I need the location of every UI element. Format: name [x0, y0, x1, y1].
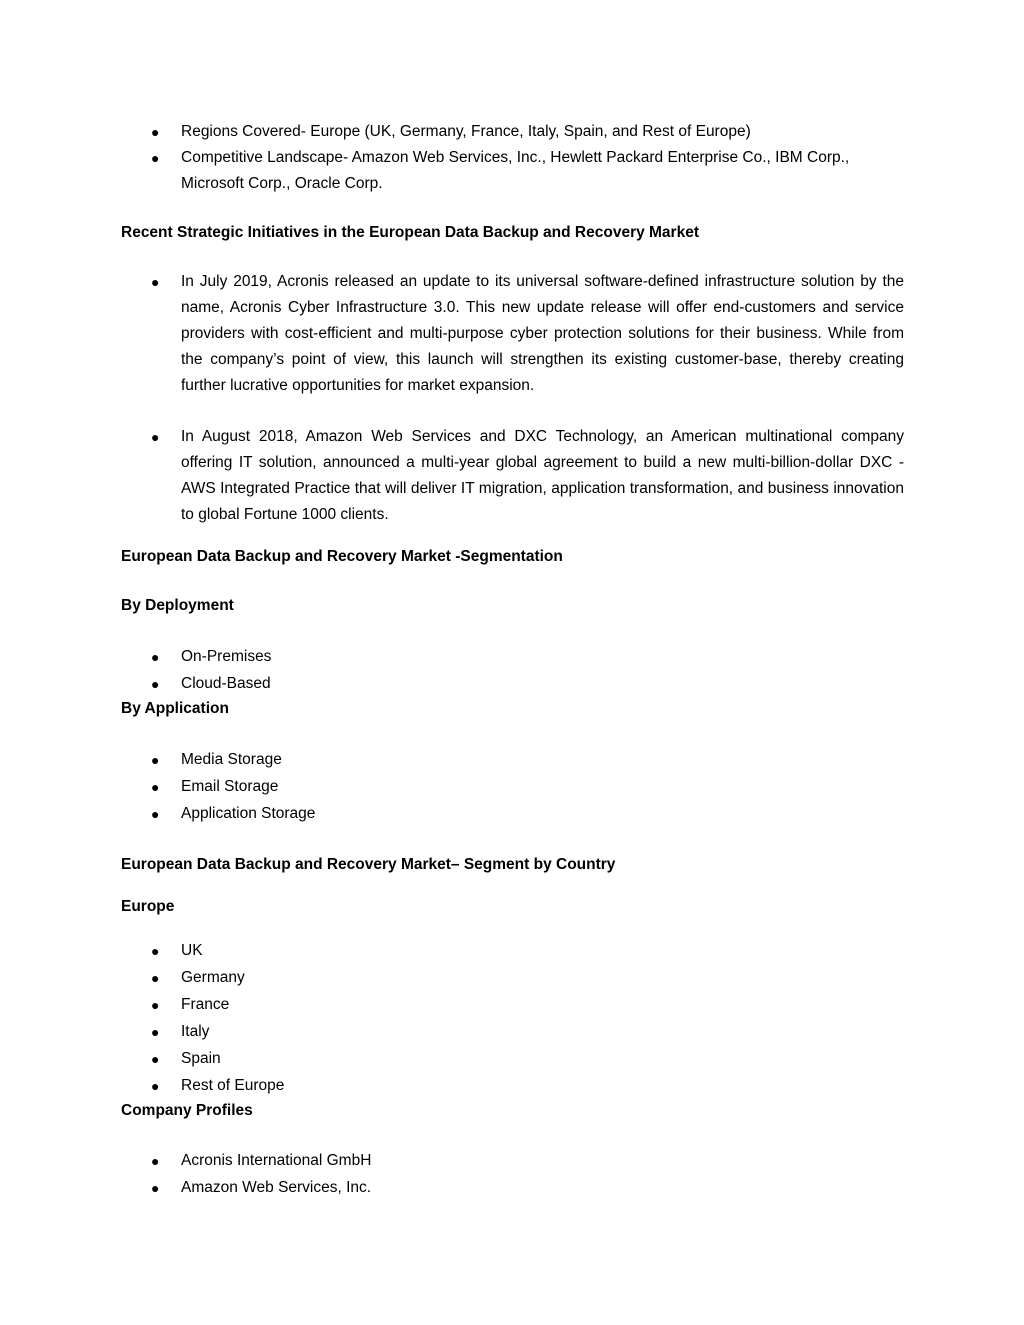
subsection-heading: By Deployment — [121, 597, 234, 614]
list-item-text: Germany — [181, 969, 245, 986]
bullet-icon: ● — [151, 1024, 160, 1040]
bullet-icon: ● — [151, 649, 160, 665]
list-item — [151, 801, 904, 827]
list-item — [151, 965, 904, 991]
list-item — [151, 145, 904, 197]
list-item-text: UK — [181, 942, 203, 959]
list-item-text: France — [181, 996, 230, 1013]
list-item-text: Rest of Europe — [181, 1077, 285, 1094]
list-item-text: Spain — [181, 1050, 221, 1067]
list-item — [151, 644, 904, 670]
list-item-text: Cloud-Based — [181, 675, 271, 692]
list-item — [151, 1046, 904, 1072]
list-item — [151, 269, 904, 399]
subsection-heading: Europe — [121, 898, 175, 915]
list-item — [151, 1175, 904, 1201]
bullet-icon: ● — [151, 1180, 160, 1196]
subsection-heading: By Application — [121, 700, 229, 717]
bullet-icon: ● — [151, 1051, 160, 1067]
bullet-icon: ● — [151, 274, 160, 290]
bullet-icon: ● — [151, 943, 160, 959]
list-item — [151, 424, 904, 528]
section-heading: Company Profiles — [121, 1102, 253, 1119]
list-item — [151, 992, 904, 1018]
list-item-text: Regions Covered- Europe (UK, Germany, France, Italy, Spain, and Rest of Europe) — [181, 123, 751, 140]
bullet-icon: ● — [151, 1078, 160, 1094]
list-item-text: Italy — [181, 1023, 210, 1040]
bullet-icon: ● — [151, 997, 160, 1013]
list-item — [151, 747, 904, 773]
list-item — [151, 671, 904, 697]
list-item-text: Application Storage — [181, 805, 316, 822]
list-item — [151, 1019, 904, 1045]
section-heading: European Data Backup and Recovery Market -Segmentation — [121, 548, 563, 565]
list-item-text: In July 2019, Acronis released an update to its universal software-defined infrastructure solution by the name, Acronis Cyber Infrastructure 3.0. This new update release will offer end-customers and service providers with cost-efficient and multi-purpose cyber protection solutions for their business. While from the company’s point of view, this launch will strengthen its existing customer-base, thereby creating further lucrative opportunities for market expansion. — [181, 273, 904, 394]
bullet-icon: ● — [151, 752, 160, 768]
list-item-text: In August 2018, Amazon Web Services and DXC Technology, an American multinational company offering IT solution, announced a multi-year global agreement to build a new multi-billion-dollar DXC - AWS Integrated Practice that will deliver IT migration, application transformation, and business innovation to global Fortune 1000 clients. — [181, 428, 904, 523]
bullet-icon: ● — [151, 779, 160, 795]
bullet-icon: ● — [151, 124, 160, 140]
bullet-icon: ● — [151, 676, 160, 692]
bullet-icon: ● — [151, 150, 160, 166]
bullet-icon: ● — [151, 970, 160, 986]
list-item-text: Competitive Landscape- Amazon Web Services, Inc., Hewlett Packard Enterprise Co., IBM Corp., Microsoft Corp., Oracle Corp. — [181, 149, 850, 192]
bullet-icon: ● — [151, 1153, 160, 1169]
section-heading: Recent Strategic Initiatives in the European Data Backup and Recovery Market — [121, 224, 699, 241]
list-item — [151, 119, 904, 145]
list-item — [151, 938, 904, 964]
list-item-text: Media Storage — [181, 751, 282, 768]
list-item — [151, 774, 904, 800]
section-heading: European Data Backup and Recovery Market– Segment by Country — [121, 856, 616, 873]
bullet-icon: ● — [151, 806, 160, 822]
list-item-text: On-Premises — [181, 648, 272, 665]
bullet-icon: ● — [151, 429, 160, 445]
list-item — [151, 1073, 904, 1099]
list-item-text: Acronis International GmbH — [181, 1152, 372, 1169]
list-item-text: Email Storage — [181, 778, 279, 795]
list-item-text: Amazon Web Services, Inc. — [181, 1179, 372, 1196]
list-item — [151, 1148, 904, 1174]
